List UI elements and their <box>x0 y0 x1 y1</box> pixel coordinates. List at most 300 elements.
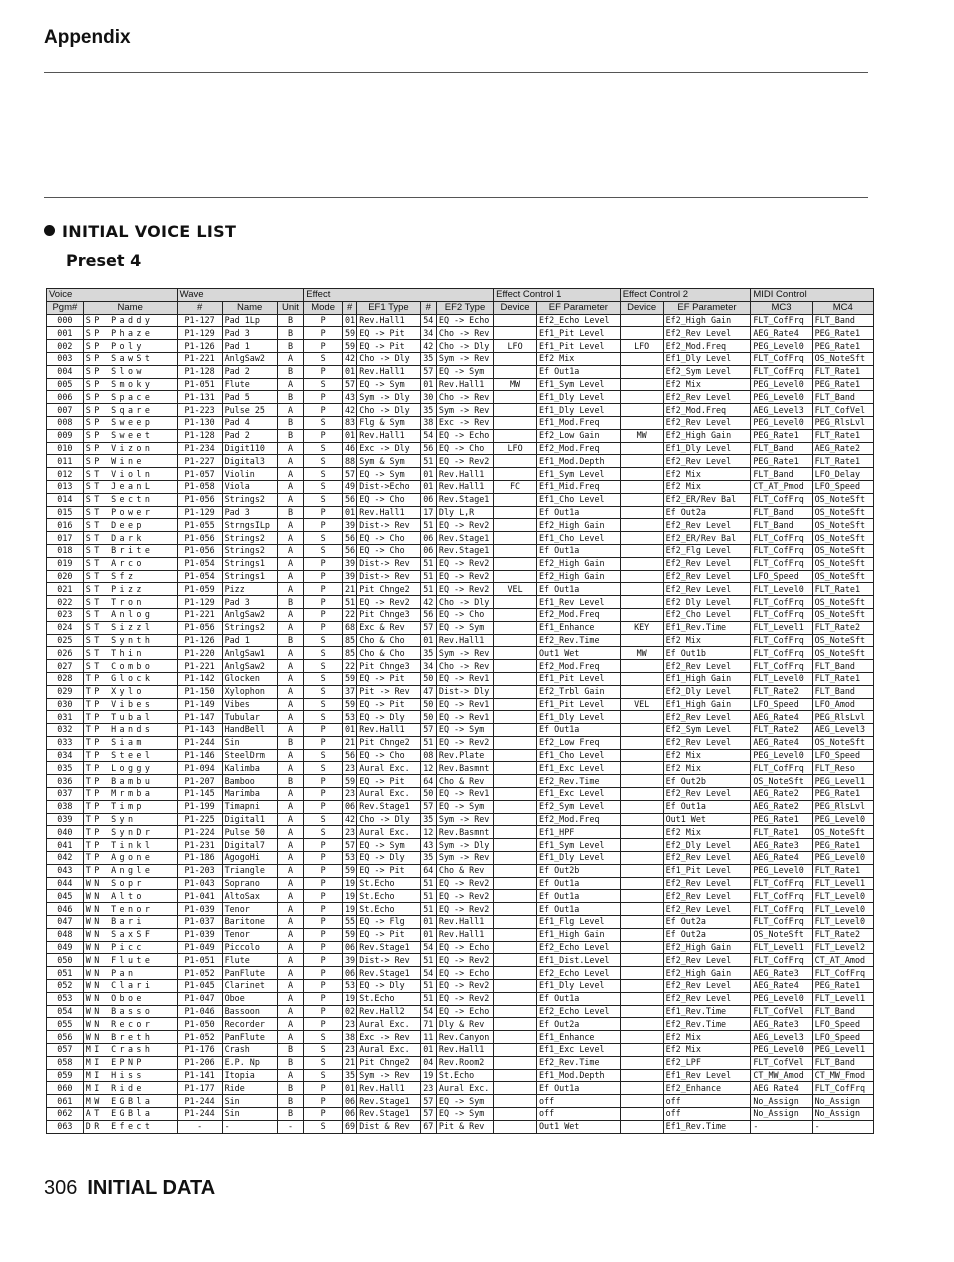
cell-midi-mc3: PEG_Level0 <box>751 340 812 353</box>
cell-wave-number: P1-051 <box>177 378 222 391</box>
cell-voice-name: TP Timp <box>83 800 177 813</box>
cell-midi-mc3: FLT_CofFrq <box>751 544 812 557</box>
cell-ef1-type: EQ -> Pit <box>357 698 420 711</box>
section-title <box>44 222 236 241</box>
cell-ec1-device <box>494 1044 537 1057</box>
cell-voice-name: WN Flute <box>83 954 177 967</box>
cell-midi-mc4: OS_NoteSft <box>812 493 873 506</box>
cell-ec1-device <box>494 685 537 698</box>
cell-effect-mode: P <box>304 800 343 813</box>
cell-midi-mc3: AEG_Level3 <box>751 404 812 417</box>
cell-ec2-device <box>620 660 663 673</box>
cell-ef1-type: Aural Exc. <box>357 762 420 775</box>
cell-ef1-number: 42 <box>343 813 357 826</box>
cell-ef1-type: Rev.Stage1 <box>357 1108 420 1121</box>
cell-effect-mode: S <box>304 468 343 481</box>
cell-ec1-parameter: Ef1_Exc Level <box>537 762 621 775</box>
cell-voice-name: SP Space <box>83 391 177 404</box>
cell-ec1-device <box>494 455 537 468</box>
cell-ef2-type: EQ -> Rev2 <box>436 992 493 1005</box>
cell-effect-mode: S <box>304 1044 343 1057</box>
cell-wave-unit: B <box>277 775 304 788</box>
cell-voice-name: TP Tubal <box>83 711 177 724</box>
column-header-ef2-type: EF2 Type <box>436 301 493 314</box>
cell-wave-number: P1-128 <box>177 365 222 378</box>
section-subtitle: Preset 4 <box>66 251 142 270</box>
cell-midi-mc3: FLT_Level1 <box>751 941 812 954</box>
cell-wave-name: Sin <box>222 1095 277 1108</box>
cell-voice-name: MI EPNP <box>83 1056 177 1069</box>
cell-ec2-parameter: Ef2_Rev Level <box>663 890 751 903</box>
cell-midi-mc4: LFO_Speed <box>812 1018 873 1031</box>
cell-wave-number: P1-056 <box>177 544 222 557</box>
cell-ef2-type: Pit & Rev <box>436 1120 493 1133</box>
cell-ec1-device <box>494 980 537 993</box>
cell-ec2-parameter: Ef1_Rev.Time <box>663 621 751 634</box>
cell-pgm-number: 000 <box>47 314 84 327</box>
cell-voice-name: ST Power <box>83 506 177 519</box>
cell-ec2-device: MW <box>620 647 663 660</box>
cell-effect-mode: P <box>304 404 343 417</box>
cell-voice-name: SP Wine <box>83 455 177 468</box>
cell-wave-name: Strings2 <box>222 532 277 545</box>
cell-wave-number: P1-043 <box>177 877 222 890</box>
cell-pgm-number: 055 <box>47 1018 84 1031</box>
cell-ec1-parameter: Ef Out1a <box>537 583 621 596</box>
cell-voice-name: TP Bambu <box>83 775 177 788</box>
table-row <box>47 583 874 596</box>
cell-wave-number: P1-206 <box>177 1056 222 1069</box>
cell-ec2-parameter: Ef2_Rev.Time <box>663 1018 751 1031</box>
cell-ec1-parameter: Ef1_Enhance <box>537 1031 621 1044</box>
cell-ec2-device <box>620 826 663 839</box>
cell-wave-name: Strings1 <box>222 557 277 570</box>
cell-wave-unit: A <box>277 660 304 673</box>
cell-ef2-type: EQ -> Echo <box>436 429 493 442</box>
cell-ec1-device <box>494 736 537 749</box>
cell-voice-name: SP Smoky <box>83 378 177 391</box>
cell-midi-mc3: FLT_Level1 <box>751 621 812 634</box>
cell-midi-mc3: FLT_Rate2 <box>751 724 812 737</box>
cell-ef1-type: Pit Chnge2 <box>357 736 420 749</box>
cell-ef2-number: 54 <box>420 967 436 980</box>
cell-midi-mc4: AEG_Level3 <box>812 724 873 737</box>
cell-ec1-device <box>494 788 537 801</box>
cell-ef2-type: Dist-> Dly <box>436 685 493 698</box>
cell-ec1-parameter: Ef1_Mid.Freq <box>537 480 621 493</box>
cell-wave-name: Sin <box>222 1108 277 1121</box>
cell-ef1-number: 46 <box>343 442 357 455</box>
cell-ef2-number: 57 <box>420 365 436 378</box>
cell-wave-number: P1-039 <box>177 928 222 941</box>
cell-midi-mc4: LFO_Speed <box>812 749 873 762</box>
cell-ef1-type: EQ -> Cho <box>357 749 420 762</box>
cell-voice-name: MI Crash <box>83 1044 177 1057</box>
cell-ec1-device <box>494 916 537 929</box>
cell-ec1-device <box>494 698 537 711</box>
cell-ec1-device <box>494 404 537 417</box>
cell-ec2-parameter: off <box>663 1108 751 1121</box>
cell-ec1-device <box>494 941 537 954</box>
page-footer <box>44 1177 215 1200</box>
cell-ef1-number: 19 <box>343 992 357 1005</box>
group-header-voice: Voice <box>47 289 178 302</box>
cell-wave-name: AnlgSaw2 <box>222 352 277 365</box>
cell-midi-mc4: FLT_Rate2 <box>812 621 873 634</box>
cell-effect-mode: P <box>304 365 343 378</box>
cell-wave-unit: A <box>277 839 304 852</box>
cell-voice-name: WN Sopr <box>83 877 177 890</box>
cell-ec1-parameter: Ef2_Rev.Time <box>537 775 621 788</box>
cell-effect-mode: P <box>304 1018 343 1031</box>
cell-ef2-type: Cho -> Rev <box>436 391 493 404</box>
cell-ef2-number: 11 <box>420 1031 436 1044</box>
cell-pgm-number: 059 <box>47 1069 84 1082</box>
cell-ef2-type: Sym -> Rev <box>436 647 493 660</box>
cell-ec1-device <box>494 672 537 685</box>
cell-ef2-type: Rev.Stage1 <box>436 532 493 545</box>
cell-ec2-device: KEY <box>620 621 663 634</box>
cell-midi-mc4: PEG_RlsLvl <box>812 800 873 813</box>
cell-ec1-parameter: Ef1_HPF <box>537 826 621 839</box>
cell-ec1-parameter: Ef1_Sym Level <box>537 839 621 852</box>
cell-ec1-device <box>494 775 537 788</box>
cell-midi-mc3: FLT_CofFrq <box>751 365 812 378</box>
cell-ef1-type: Cho & Cho <box>357 634 420 647</box>
cell-midi-mc3: FLT_Band <box>751 506 812 519</box>
cell-midi-mc4: OS_NoteSft <box>812 352 873 365</box>
table-row <box>47 327 874 340</box>
cell-wave-number: P1-186 <box>177 852 222 865</box>
cell-ec1-device <box>494 1108 537 1121</box>
cell-ec2-device <box>620 954 663 967</box>
cell-wave-name: Pad 1 <box>222 634 277 647</box>
cell-midi-mc3: FLT_CofFrq <box>751 660 812 673</box>
cell-midi-mc4: PEG_Rate1 <box>812 788 873 801</box>
cell-wave-name: StrngsILp <box>222 519 277 532</box>
cell-ec2-device <box>620 711 663 724</box>
cell-voice-name: MW EGBla <box>83 1095 177 1108</box>
cell-ec2-device <box>620 314 663 327</box>
column-header-wave-name: Name <box>222 301 277 314</box>
table-row <box>47 596 874 609</box>
cell-wave-unit: A <box>277 724 304 737</box>
cell-wave-unit: A <box>277 800 304 813</box>
cell-ec2-parameter: Ef2_Dly Level <box>663 685 751 698</box>
cell-ef1-type: EQ -> Rev2 <box>357 596 420 609</box>
table-row <box>47 864 874 877</box>
cell-voice-name: TP Hands <box>83 724 177 737</box>
cell-wave-number: P1-126 <box>177 340 222 353</box>
cell-wave-unit: B <box>277 634 304 647</box>
cell-ef2-number: 51 <box>420 890 436 903</box>
cell-wave-number: P1-057 <box>177 468 222 481</box>
cell-wave-name: Sin <box>222 736 277 749</box>
cell-pgm-number: 039 <box>47 813 84 826</box>
cell-wave-name: Digit110 <box>222 442 277 455</box>
cell-ef2-number: 51 <box>420 570 436 583</box>
cell-ec2-device <box>620 941 663 954</box>
cell-ef2-type: EQ -> Echo <box>436 1005 493 1018</box>
cell-midi-mc3: AEG_Rate4 <box>751 327 812 340</box>
cell-wave-number: P1-147 <box>177 711 222 724</box>
cell-midi-mc4: OS_NoteSft <box>812 570 873 583</box>
table-row <box>47 903 874 916</box>
cell-pgm-number: 049 <box>47 941 84 954</box>
cell-ef2-type: EQ -> Sym <box>436 800 493 813</box>
table-row <box>47 762 874 775</box>
cell-voice-name: SP Slow <box>83 365 177 378</box>
cell-ef1-number: 57 <box>343 378 357 391</box>
cell-ec2-device <box>620 404 663 417</box>
cell-midi-mc4: FLT_Rate1 <box>812 864 873 877</box>
cell-ef1-type: Cho -> Dly <box>357 352 420 365</box>
cell-wave-name: Bamboo <box>222 775 277 788</box>
cell-ec2-device: VEL <box>620 698 663 711</box>
cell-ef2-type: Rev.Basmnt <box>436 826 493 839</box>
cell-ef1-number: 57 <box>343 468 357 481</box>
cell-ef2-type: EQ -> Rev2 <box>436 557 493 570</box>
cell-midi-mc3: FLT_CofFrq <box>751 954 812 967</box>
cell-ef2-type: Rev.Hall1 <box>436 468 493 481</box>
table-row <box>47 724 874 737</box>
table-row <box>47 1044 874 1057</box>
column-header-midi-mc3: MC3 <box>751 301 812 314</box>
cell-ef2-type: Rev.Stage1 <box>436 493 493 506</box>
cell-ef2-type: EQ -> Rev1 <box>436 711 493 724</box>
cell-ec1-parameter: Ef Out1a <box>537 877 621 890</box>
cell-ef1-type: Rev.Hall1 <box>357 429 420 442</box>
cell-ec2-device: LFO <box>620 340 663 353</box>
cell-ef1-number: 39 <box>343 570 357 583</box>
cell-ec1-parameter: Ef1_Cho Level <box>537 532 621 545</box>
cell-ec1-device <box>494 570 537 583</box>
cell-wave-unit: A <box>277 1069 304 1082</box>
cell-ef1-number: 01 <box>343 314 357 327</box>
cell-wave-unit: A <box>277 813 304 826</box>
cell-ec1-parameter: Out1 Wet <box>537 647 621 660</box>
cell-wave-number: P1-176 <box>177 1044 222 1057</box>
cell-ef2-number: 57 <box>420 1108 436 1121</box>
cell-ec2-parameter: Ef2 Mix <box>663 378 751 391</box>
cell-ec2-device <box>620 736 663 749</box>
cell-wave-name: Pad 3 <box>222 596 277 609</box>
cell-wave-unit: A <box>277 442 304 455</box>
cell-midi-mc4: OS_NoteSft <box>812 596 873 609</box>
cell-voice-name: WN Picc <box>83 941 177 954</box>
cell-wave-name: Flute <box>222 954 277 967</box>
cell-voice-name: WN SaxSF <box>83 928 177 941</box>
cell-wave-name: Oboe <box>222 992 277 1005</box>
cell-wave-number: P1-221 <box>177 352 222 365</box>
cell-voice-name: ST Pizz <box>83 583 177 596</box>
cell-ec2-parameter: Ef2_Mod.Freq <box>663 340 751 353</box>
cell-ec1-device <box>494 608 537 621</box>
cell-effect-mode: P <box>304 596 343 609</box>
cell-ef2-type: Rev.Hall1 <box>436 928 493 941</box>
cell-pgm-number: 041 <box>47 839 84 852</box>
cell-ef1-number: 59 <box>343 864 357 877</box>
cell-ec1-device <box>494 852 537 865</box>
cell-midi-mc4: PEG_Rate1 <box>812 327 873 340</box>
cell-midi-mc4: FLT_Rate1 <box>812 429 873 442</box>
cell-wave-number: P1-141 <box>177 1069 222 1082</box>
cell-midi-mc4: CT_AT_Amod <box>812 954 873 967</box>
cell-voice-name: SP Poly <box>83 340 177 353</box>
cell-ef1-number: 53 <box>343 980 357 993</box>
cell-midi-mc4: PEG_Rate1 <box>812 378 873 391</box>
cell-ef1-number: 56 <box>343 493 357 506</box>
cell-effect-mode: S <box>304 442 343 455</box>
cell-ef2-number: 51 <box>420 980 436 993</box>
cell-ec2-device <box>620 608 663 621</box>
cell-ef2-type: Cho -> Dly <box>436 596 493 609</box>
cell-wave-unit: A <box>277 749 304 762</box>
cell-midi-mc3: FLT_CofFrq <box>751 762 812 775</box>
table-row <box>47 1018 874 1031</box>
cell-ec1-parameter: Ef Out2a <box>537 1018 621 1031</box>
table-row <box>47 404 874 417</box>
cell-wave-number: P1-149 <box>177 698 222 711</box>
cell-wave-number: P1-146 <box>177 749 222 762</box>
cell-ec2-device <box>620 519 663 532</box>
cell-ef2-number: 38 <box>420 416 436 429</box>
cell-ec1-device <box>494 1031 537 1044</box>
cell-ec1-device <box>494 1056 537 1069</box>
cell-ef2-type: Rev.Plate <box>436 749 493 762</box>
cell-ec2-device <box>620 1031 663 1044</box>
cell-ec2-device <box>620 800 663 813</box>
cell-midi-mc3: FLT_Level0 <box>751 672 812 685</box>
cell-ef2-type: St.Echo <box>436 1069 493 1082</box>
cell-midi-mc3: FLT_CofFrq <box>751 903 812 916</box>
cell-ec2-device <box>620 1108 663 1121</box>
table-row <box>47 429 874 442</box>
cell-midi-mc4: PEG_RlsLvl <box>812 711 873 724</box>
cell-ef1-number: 39 <box>343 954 357 967</box>
cell-wave-number: P1-207 <box>177 775 222 788</box>
table-row <box>47 1056 874 1069</box>
cell-ec2-device <box>620 852 663 865</box>
cell-wave-unit: B <box>277 327 304 340</box>
cell-ec1-parameter: Ef2_Mod.Freq <box>537 813 621 826</box>
cell-wave-unit: B <box>277 1082 304 1095</box>
cell-wave-name: Pad 1 <box>222 340 277 353</box>
cell-wave-number: P1-051 <box>177 954 222 967</box>
cell-ef2-number: 56 <box>420 442 436 455</box>
cell-wave-unit: A <box>277 954 304 967</box>
cell-ef1-type: St.Echo <box>357 992 420 1005</box>
cell-pgm-number: 025 <box>47 634 84 647</box>
cell-ef1-number: 01 <box>343 429 357 442</box>
cell-voice-name: TP Siam <box>83 736 177 749</box>
cell-ec1-parameter: Ef Out1a <box>537 890 621 903</box>
cell-wave-number: P1-145 <box>177 788 222 801</box>
cell-midi-mc3: OS_NoteSft <box>751 928 812 941</box>
cell-ec1-device <box>494 1069 537 1082</box>
cell-midi-mc4: FLT_Band <box>812 1005 873 1018</box>
cell-effect-mode: S <box>304 749 343 762</box>
cell-ef1-type: Aural Exc. <box>357 1044 420 1057</box>
cell-wave-number: P1-177 <box>177 1082 222 1095</box>
cell-ef2-type: Cho -> Dly <box>436 340 493 353</box>
cell-ef1-type: Dist-> Rev <box>357 570 420 583</box>
voice-table <box>46 288 874 1134</box>
cell-effect-mode: P <box>304 890 343 903</box>
cell-ef1-type: Rev.Stage1 <box>357 1095 420 1108</box>
cell-effect-mode: P <box>304 1082 343 1095</box>
cell-ef2-number: 19 <box>420 1069 436 1082</box>
cell-wave-name: PanFlute <box>222 1031 277 1044</box>
cell-ef2-number: 51 <box>420 736 436 749</box>
cell-ef1-type: Pit -> Rev <box>357 685 420 698</box>
cell-pgm-number: 022 <box>47 596 84 609</box>
cell-ef1-type: Flg & Sym <box>357 416 420 429</box>
cell-ef1-type: EQ -> Cho <box>357 532 420 545</box>
cell-ec2-parameter: Ef2 Dly Level <box>663 596 751 609</box>
cell-ef1-number: 57 <box>343 839 357 852</box>
cell-ec2-parameter: Ef2_Rev Level <box>663 877 751 890</box>
cell-voice-name: WN Clari <box>83 980 177 993</box>
cell-ef1-type: Rev.Stage1 <box>357 967 420 980</box>
cell-pgm-number: 031 <box>47 711 84 724</box>
cell-midi-mc4: LFO_Delay <box>812 468 873 481</box>
cell-wave-unit: A <box>277 352 304 365</box>
cell-ef1-number: 85 <box>343 634 357 647</box>
cell-wave-number: P1-056 <box>177 493 222 506</box>
cell-midi-mc4: PEG_Level0 <box>812 813 873 826</box>
cell-voice-name: TP Glock <box>83 672 177 685</box>
cell-wave-number: - <box>177 1120 222 1133</box>
cell-wave-name: Baritone <box>222 916 277 929</box>
cell-voice-name: MI Ride <box>83 1082 177 1095</box>
cell-wave-unit: B <box>277 736 304 749</box>
table-row <box>47 621 874 634</box>
cell-voice-name: SP Paddy <box>83 314 177 327</box>
cell-ec2-device <box>620 544 663 557</box>
cell-ef1-type: EQ -> Sym <box>357 378 420 391</box>
cell-effect-mode: P <box>304 877 343 890</box>
cell-wave-unit: A <box>277 1018 304 1031</box>
cell-ef1-number: 69 <box>343 1120 357 1133</box>
cell-ec2-device <box>620 1044 663 1057</box>
cell-midi-mc3: FLT_Rate2 <box>751 685 812 698</box>
cell-ec2-device <box>620 1018 663 1031</box>
cell-pgm-number: 013 <box>47 480 84 493</box>
cell-ef1-type: St.Echo <box>357 903 420 916</box>
cell-ef2-type: Rev.Canyon <box>436 1031 493 1044</box>
cell-ec2-parameter: Ef1_High Gain <box>663 698 751 711</box>
cell-midi-mc3: CT_MW_Amod <box>751 1069 812 1082</box>
cell-midi-mc3: AEG_Rate4 <box>751 711 812 724</box>
cell-midi-mc3: FLT_Band <box>751 519 812 532</box>
cell-ef2-number: 50 <box>420 788 436 801</box>
cell-ec2-device <box>620 378 663 391</box>
table-row <box>47 954 874 967</box>
cell-ef2-type: Dly & Rev <box>436 1018 493 1031</box>
cell-effect-mode: P <box>304 608 343 621</box>
cell-ec2-device <box>620 788 663 801</box>
cell-ef1-number: 39 <box>343 519 357 532</box>
cell-midi-mc3: AEG_Rate2 <box>751 800 812 813</box>
cell-wave-unit: A <box>277 544 304 557</box>
cell-ec2-device <box>620 903 663 916</box>
table-row <box>47 493 874 506</box>
cell-midi-mc3: FLT_Level0 <box>751 583 812 596</box>
table-row <box>47 608 874 621</box>
cell-effect-mode: S <box>304 544 343 557</box>
cell-ec2-device <box>620 634 663 647</box>
